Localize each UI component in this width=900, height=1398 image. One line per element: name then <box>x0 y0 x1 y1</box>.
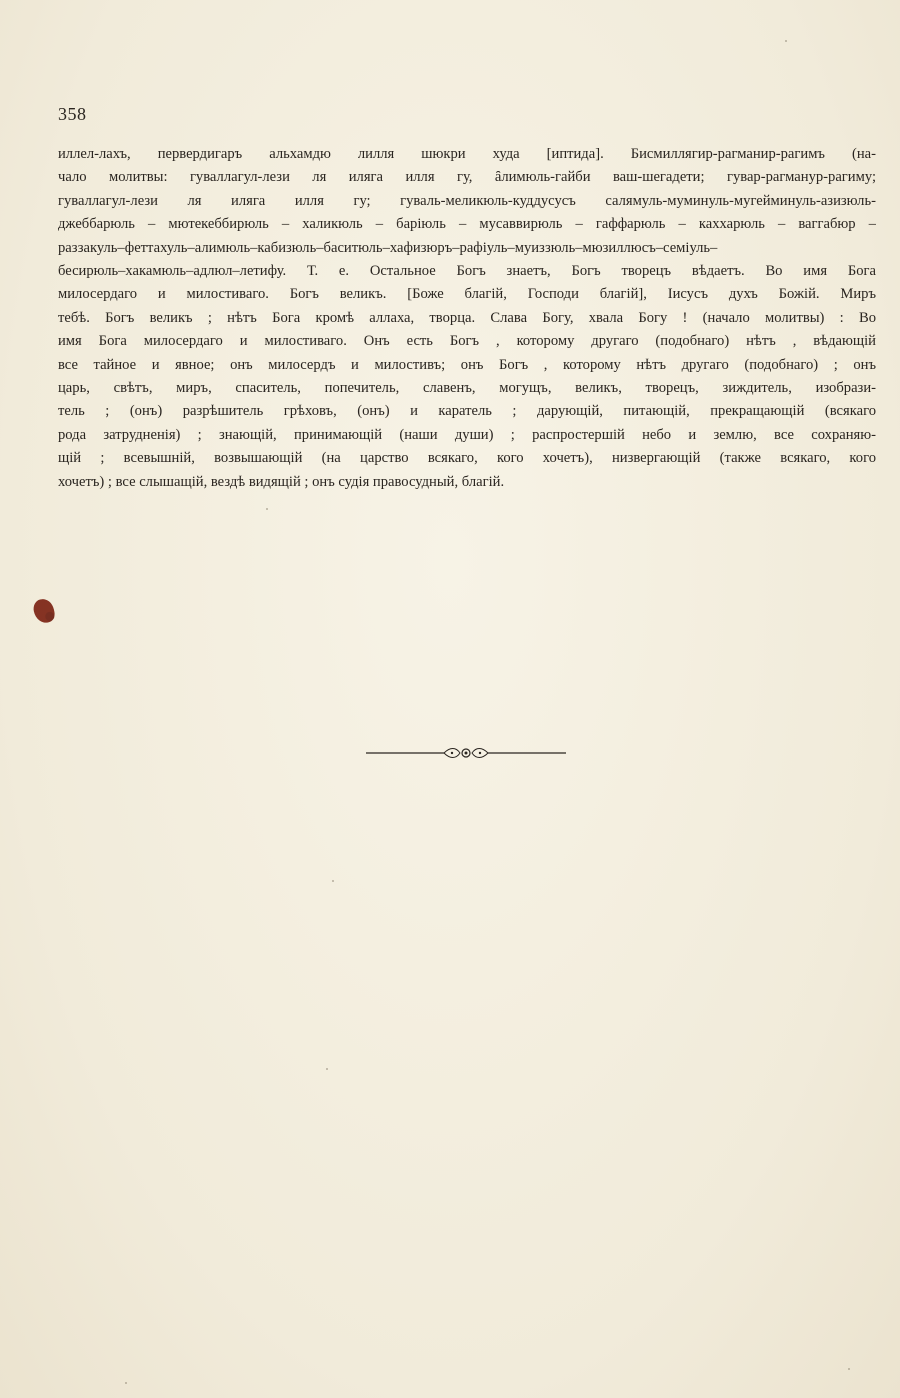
paper-speck <box>266 508 268 510</box>
text-line: бесирюль–хакамюль–адлюл–летифу. Т. е. Остальное Богъ знаетъ, Богъ творецъ вѣдаетъ. Во имя Бога <box>58 263 876 280</box>
text-line: щій ; всевышній, возвышающій (на царство всякаго, кого хочетъ), низвергающій (также всякаго, кого <box>58 450 876 467</box>
text-line: милосердаго и милостиваго. Богъ великъ. [Боже благій, Господи благій], Іисусъ духъ Божій. Миръ <box>58 286 876 303</box>
text-line: чало молитвы: гуваллагул-лези ля иляга илля гу, ȃлимюль-гайби ваш-шегадети; гувар-рагмануp-рагиму; <box>58 169 876 186</box>
text-line: царь, свѣтъ, миръ, спаситель, попечитель, славенъ, могущъ, великъ, творецъ, зиждитель, изобрази- <box>58 380 876 397</box>
text-line: тебѣ. Богъ великъ ; нѣтъ Бога кромѣ аллаха, творца. Слава Богу, хвала Богу ! (начало молитвы) : Во <box>58 309 876 326</box>
text-line: имя Бога милосердаго и милостиваго. Онъ есть Богъ , которому другаго (подобнаго) нѣтъ , вѣдающій <box>58 333 876 350</box>
text-line: все тайное и явное; онъ милосердъ и милостивъ; онъ Богъ , которому нѣтъ другаго (подобнаго) ; онъ <box>58 356 876 373</box>
text-line: хочетъ) ; все слышащій, вездѣ видящій ; онъ судія правосудный, благій. <box>58 473 505 490</box>
paper-speck <box>785 40 787 42</box>
text-line: рода затрудненія) ; знающій, принимающій (наши души) ; распростершій небо и землю, все сохраняю- <box>58 426 876 443</box>
page-number: 358 <box>58 104 87 124</box>
decorative-rule-ornament <box>366 743 566 763</box>
text-line: джеббарюль – мютекеббирюль – халикюль – баріюль – мусаввирюль – гаффарюль – каххарюль – ваггабюр – <box>58 216 876 233</box>
paper-speck <box>125 1382 127 1384</box>
paper-speck <box>326 1068 328 1070</box>
ink-stain <box>32 597 57 625</box>
text-line: раззакуль–феттахуль–алимюль–кабизюль–баситюль–хафизюръ–рафіуль–муиззюль–мюзиллюсъ–семіуль– <box>58 239 718 256</box>
text-line: тель ; (онъ) разрѣшитель грѣховъ, (онъ) и каратель ; дарующій, питающій, прекращающій (всякаго <box>58 403 876 420</box>
body-text <box>58 143 876 494</box>
text-line: гуваллагул-лези ля иляга илля гу; гуваль-меликюль-куддусусъ салямуль-муминуль-мугейминуль-азизюль- <box>58 192 876 209</box>
text-line: иллел-лахъ, первердигаръ альхамдю лилля шюкри худа [иптида]. Бисмиллягир-рагманир-рагимъ (на- <box>58 146 876 162</box>
paper-speck <box>332 880 334 882</box>
paper-speck <box>848 1368 850 1370</box>
